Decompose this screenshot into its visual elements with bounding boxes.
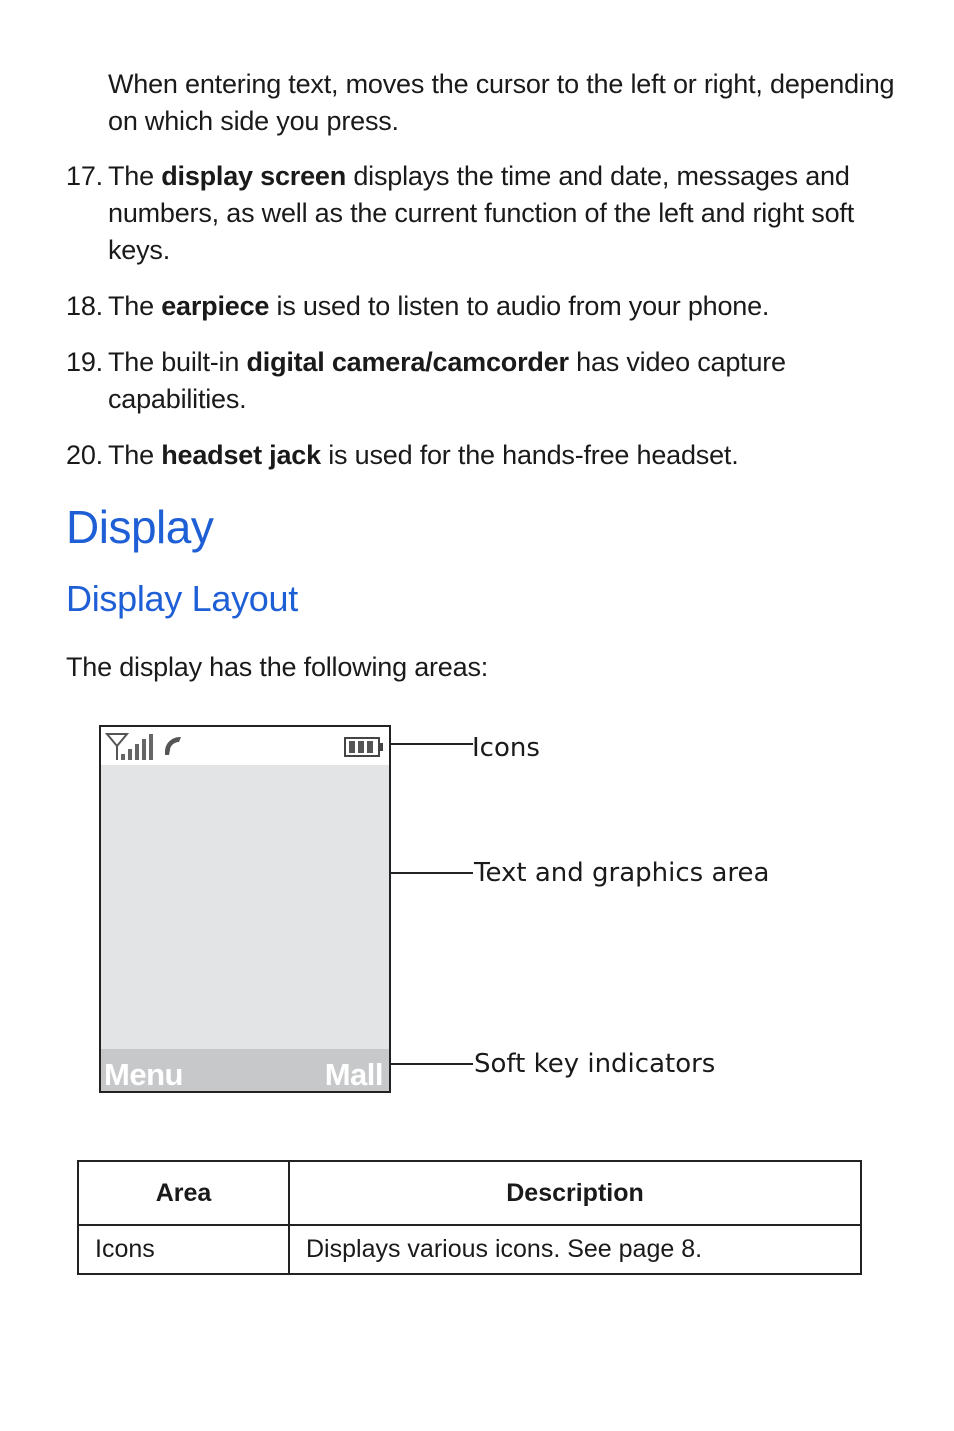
- column-header-description: Description: [289, 1161, 861, 1225]
- intro-paragraph: When entering text, moves the cursor to the left or right, depending on which side you press.: [108, 69, 895, 136]
- column-header-area: Area: [78, 1161, 289, 1225]
- table-cell-area: Icons: [78, 1225, 289, 1274]
- table-row: [78, 1225, 861, 1274]
- text-area-callout: Text and graphics area: [474, 858, 770, 888]
- icons-leader-line: [389, 743, 473, 745]
- text-area-leader-line: [389, 872, 473, 874]
- icon-bar: [101, 727, 389, 765]
- signal-strength-icon: [105, 732, 159, 762]
- section-heading: Display: [66, 501, 214, 553]
- call-icon: [160, 734, 184, 758]
- list-number: 18.: [66, 291, 103, 321]
- list-text: The headset jack is used for the hands-free headset.: [108, 440, 739, 470]
- soft-keys-leader-line: [389, 1063, 473, 1065]
- soft-keys-callout: Soft key indicators: [474, 1049, 716, 1079]
- display-diagram: [99, 725, 391, 1093]
- list-number: 17.: [66, 161, 103, 191]
- list-text: The display screen displays the time and date, messages and numbers, as well as the current function of the left and right soft keys.: [108, 161, 855, 265]
- list-text: The built-in digital camera/camcorder has video capture capabilities.: [108, 347, 786, 414]
- list-number: 20.: [66, 440, 103, 470]
- lead-paragraph: The display has the following areas:: [66, 652, 489, 682]
- table-cell-description: Displays various icons. See page 8.: [289, 1225, 861, 1274]
- icons-callout: Icons: [472, 733, 540, 763]
- list-text: The earpiece is used to listen to audio from your phone.: [108, 291, 770, 321]
- soft-key-bar: [101, 1049, 389, 1091]
- list-number: 19.: [66, 347, 103, 377]
- table-header-row: [78, 1161, 861, 1225]
- battery-icon: [344, 736, 384, 758]
- soft-key-right-label: Mall: [324, 1057, 383, 1092]
- subsection-heading: Display Layout: [66, 578, 298, 619]
- soft-key-left-label: Menu: [104, 1057, 183, 1092]
- areas-table: [77, 1160, 862, 1275]
